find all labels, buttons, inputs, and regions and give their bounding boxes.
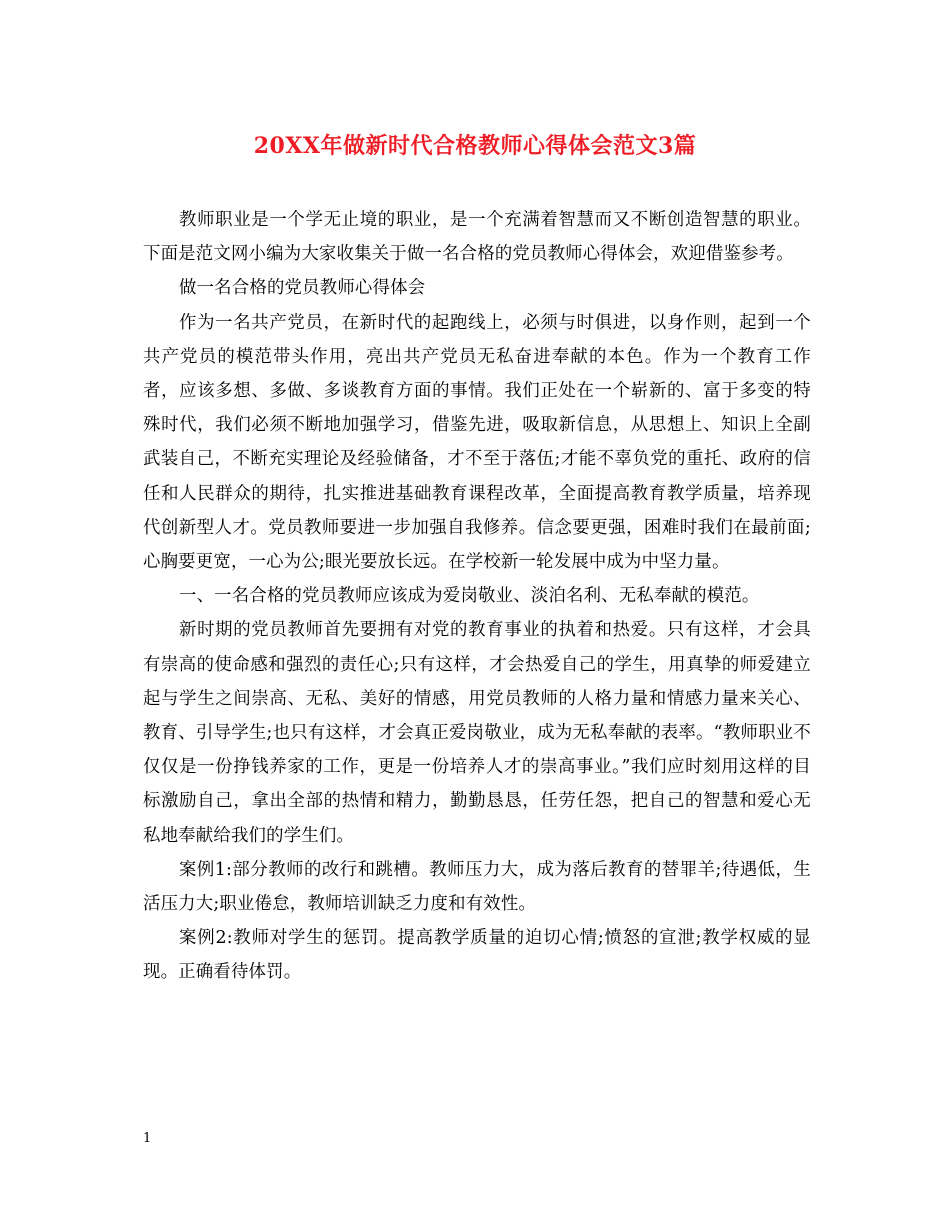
section-heading: 做一名合格的党员教师心得体会 bbox=[179, 278, 426, 299]
body-paragraph: 新时期的党员教师首先要拥有对党的教育事业的执着和热爱。只有这样，才会具有崇高的使命感和强烈的责任心;只有这样，才会热爱自己的学生，用真挚的师爱建立起与学生之间崇高、无私、美好的情感，用党员教师的人格力量和情感力量来关心、教育、引导学生;也只有这样，才会真正爱岗敬业，成为无私奉献的表率。“教师职业不仅仅是一份挣钱养家的工作，更是一份培养人才的崇高事业。”我们应时刻用这样的目标激励自己，拿出全部的热情和精力，勤勤恳恳，任劳任怨，把自己的智慧和爱心无私地奉献给我们的学生们。 bbox=[143, 620, 811, 846]
intro-paragraph: 教师职业是一个学无止境的职业，是一个充满着智慧而又不断创造智慧的职业。下面是范文网小编为大家收集关于做一名合格的党员教师心得体会，欢迎借鉴参考。 bbox=[143, 210, 811, 265]
document-body bbox=[143, 203, 811, 990]
point-heading: 一、一名合格的党员教师应该成为爱岗敬业、淡泊名利、无私奉献的模范。 bbox=[179, 586, 760, 607]
case-paragraph: 案例1:部分教师的改行和跳槽。教师压力大，成为落后教育的替罪羊;待遇低，生活压力大;职业倦怠，教师培训缺乏力度和有效性。 bbox=[143, 859, 811, 915]
page-number: 1 bbox=[143, 1131, 152, 1146]
body-paragraph: 作为一名共产党员，在新时代的起跑线上，必须与时俱进，以身作则，起到一个共产党员的模范带头作用，亮出共产党员无私奋进奉献的本色。作为一个教育工作者，应该多想、多做、多谈教育方面的事情。我们正处在一个崭新的、富于多变的特殊时代，我们必须不断地加强学习，借鉴先进，吸取新信息，从思想上、知识上全副武装自己，不断充实理论及经验储备，才不至于落伍;才能不辜负党的重托、政府的信任和人民群众的期待，扎实推进基础教育课程改革，全面提高教育教学质量，培养现代创新型人才。党员教师要进一步加强自我修养。信念要更强，困难时我们在最前面;心胸要更宽，一心为公;眼光要放长远。在学校新一轮发展中成为中坚力量。 bbox=[143, 312, 811, 573]
document-title: 20XX年做新时代合格教师心得体会范文3篇 bbox=[253, 133, 697, 159]
case-paragraph: 案例2:教师对学生的惩罚。提高教学质量的迫切心情;愤怒的宣泄;教学权威的显现。正确看待体罚。 bbox=[143, 928, 811, 983]
